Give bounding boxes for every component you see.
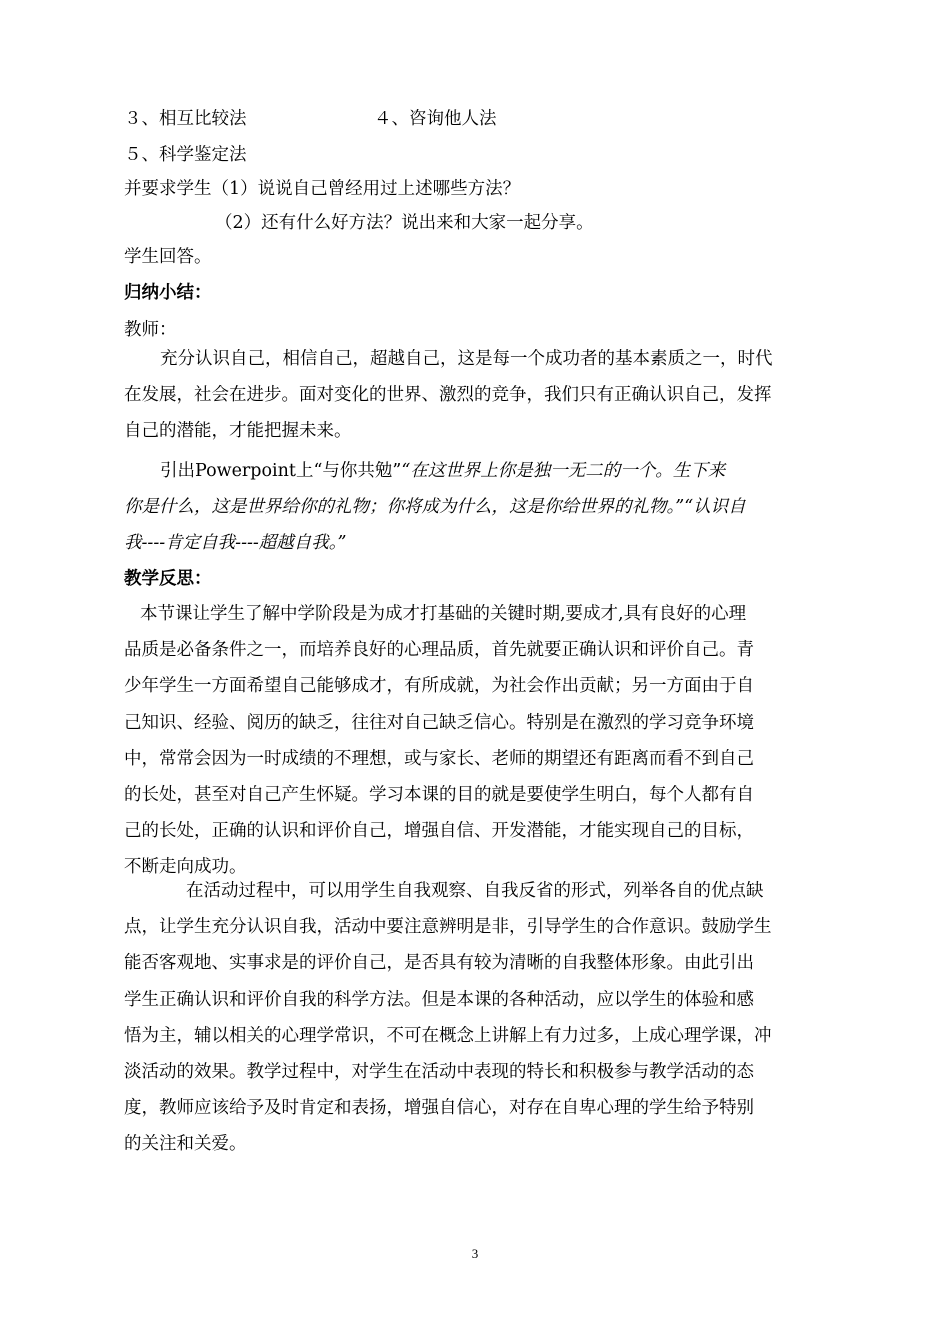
page-number: 3 (471, 1246, 479, 1261)
quote-intro: 引出Powerpoint上“与你共勉” (160, 461, 402, 481)
summary-speaker: 教师： (124, 320, 177, 340)
quote-paragraph (124, 453, 824, 562)
student-answer: 学生回答。 (124, 247, 212, 267)
prompt-question-1: 并要求学生（1）说说自己曾经用过上述哪些方法？ (124, 179, 521, 199)
summary-line: 充分认识自己，相信自己，超越自己，这是每一个成功者的基本素质之一，时代 (160, 349, 773, 369)
summary-paragraph (124, 341, 824, 450)
summary-line: 自己的潜能，才能把握未来。 (124, 421, 352, 442)
reflection-line: 度，教师应该给予及时肯定和表扬，增强自信心，对存在自卑心理的学生给予特别 (124, 1098, 754, 1119)
quote-text: “在这世界上你是独一无二的一个。生下来 (401, 461, 726, 481)
reflection-line: 己知识、经验、阅历的缺乏，往往对自己缺乏信心。特别是在激烈的学习竞争环境 (124, 712, 754, 733)
reflection-line: 的长处，甚至对自己产生怀疑。学习本课的目的就是要使学生明白，每个人都有自 (124, 785, 754, 806)
quote-text: 我----肯定自我----超越自我。” (124, 533, 347, 554)
reflection-line: 不断走向成功。 (124, 857, 247, 878)
reflection-paragraph-2 (124, 873, 824, 1163)
prompt-question-2: （2）还有什么好方法？说出来和大家一起分享。 (215, 213, 594, 233)
reflection-line: 的关注和关爱。 (124, 1134, 247, 1155)
reflection-line: 能否客观地、实事求是的评价自己，是否具有较为清晰的自我整体形象。由此引出 (124, 953, 754, 974)
reflection-line: 淡活动的效果。教学过程中，对学生在活动中表现的特长和积极参与教学活动的态 (124, 1062, 754, 1083)
summary-line: 在发展，社会在进步。面对变化的世界、激烈的竞争，我们只有正确认识自己，发挥 (124, 385, 772, 406)
method-item-4: ４、咨询他人法 (374, 109, 497, 129)
reflection-line: 中，常常会因为一时成绩的不理想，或与家长、老师的期望还有距离而看不到自己 (124, 748, 754, 769)
reflection-paragraph-1 (124, 596, 824, 886)
quote-text: 你是什么，这是世界给你的礼物；你将成为什么，这是你给世界的礼物。”“认识自 (124, 497, 746, 518)
reflection-line: 本节课让学生了解中学阶段是为成才打基础的关键时期,要成才,具有良好的心理 (140, 604, 747, 624)
reflection-line: 己的长处，正确的认识和评价自己，增强自信、开发潜能，才能实现自己的目标， (124, 821, 754, 842)
reflection-line: 悟为主，辅以相关的心理学常识，不可在概念上讲解上有力过多，上成心理学课，冲 (124, 1025, 772, 1046)
summary-heading: 归纳小结： (124, 283, 212, 303)
reflection-line: 点，让学生充分认识自我，活动中要注意辨明是非，引导学生的合作意识。鼓励学生 (124, 917, 772, 938)
method-item-5: ５、科学鉴定法 (124, 145, 247, 165)
reflection-line: 在活动过程中，可以用学生自我观察、自我反省的形式，列举各自的优点缺 (186, 881, 764, 901)
reflection-line: 品质是必备条件之一，而培养良好的心理品质，首先就要正确认识和评价自己。青 (124, 640, 754, 661)
reflection-line: 少年学生一方面希望自己能够成才，有所成就，为社会作出贡献；另一方面由于自 (124, 676, 754, 697)
reflection-heading: 教学反思： (124, 569, 212, 589)
method-item-3: ３、相互比较法 (124, 109, 247, 129)
reflection-line: 学生正确认识和评价自我的科学方法。但是本课的各种活动，应以学生的体验和感 (124, 989, 754, 1010)
